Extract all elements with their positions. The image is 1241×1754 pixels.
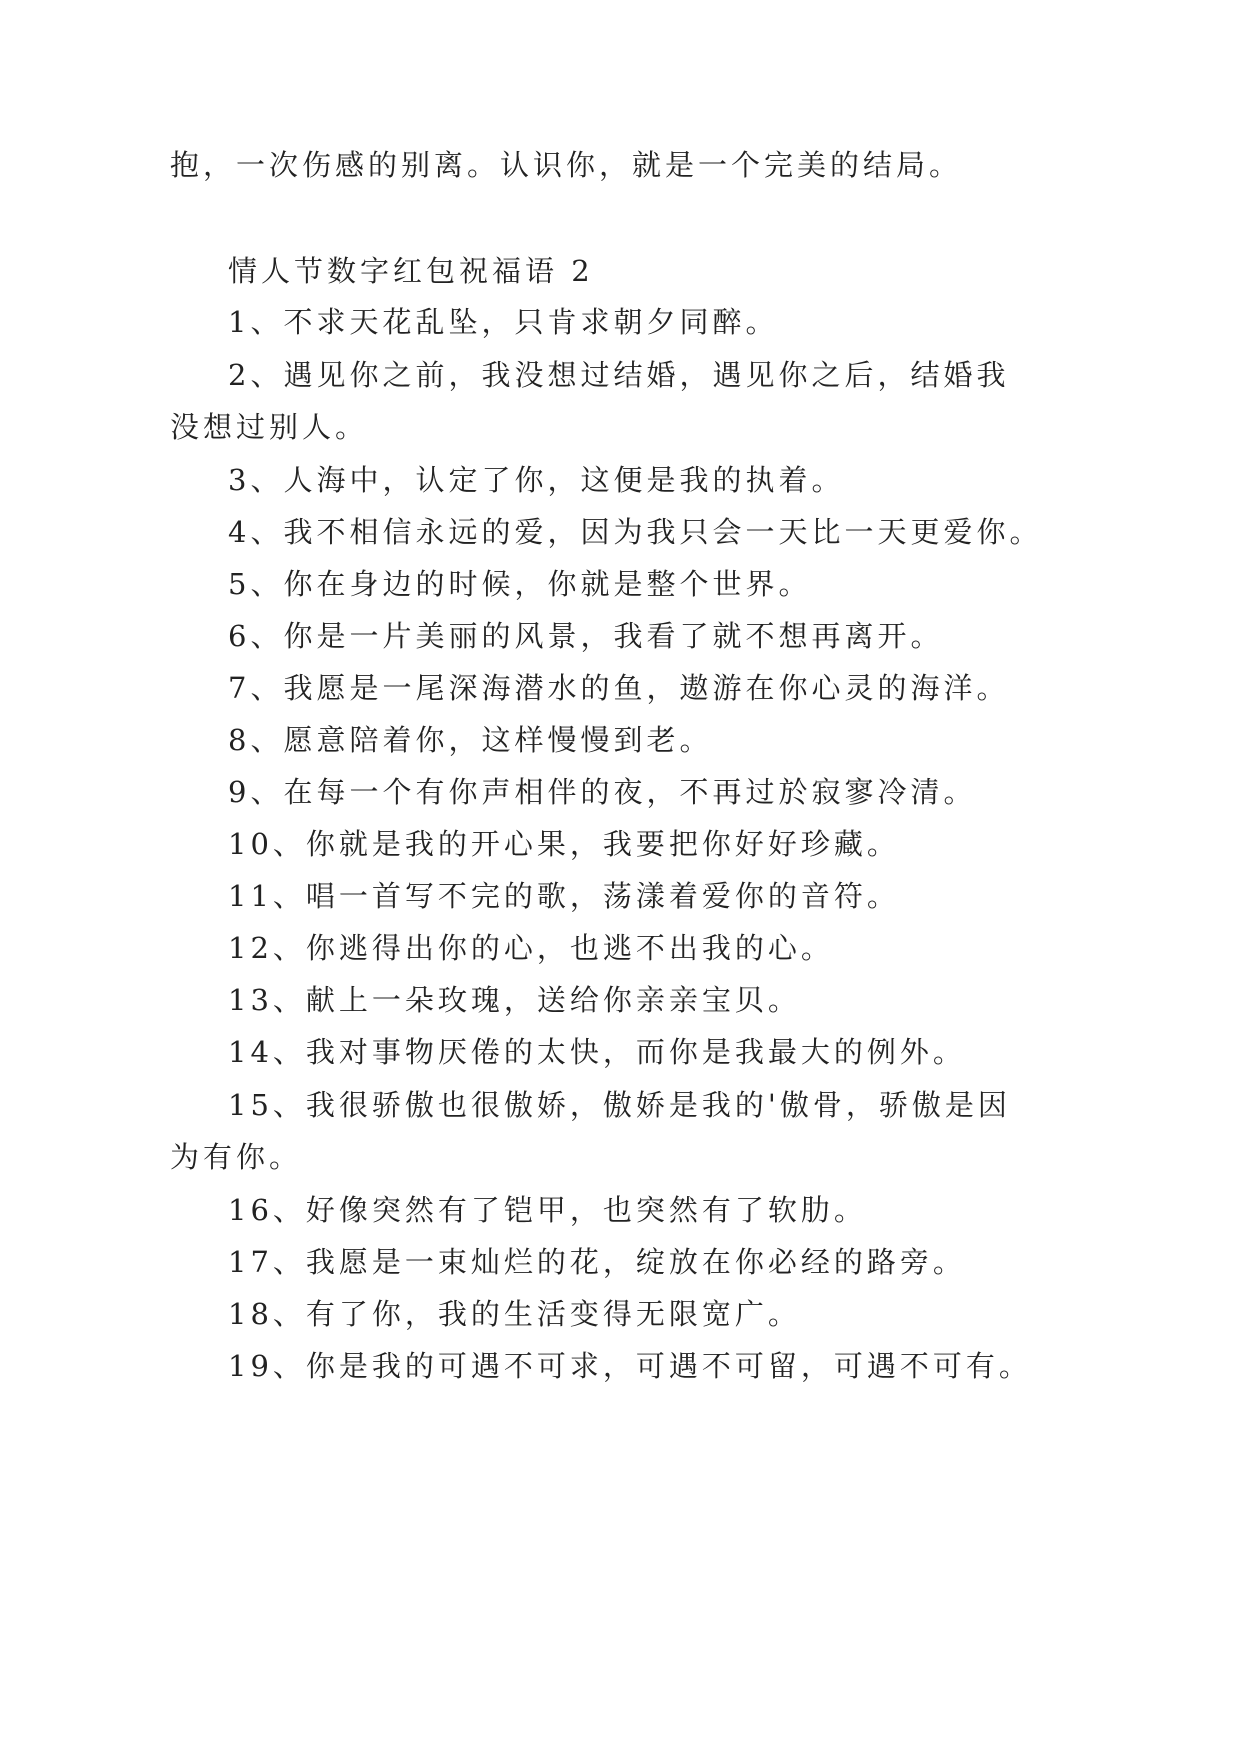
list-item-15: 15、我很骄傲也很傲娇，傲娇是我的'傲骨，骄傲是因	[228, 1088, 1011, 1122]
list-item-2-continuation: 没想过别人。	[170, 410, 369, 444]
list-item-18: 18、有了你，我的生活变得无限宽广。	[228, 1297, 801, 1331]
list-item-13: 13、献上一朵玫瑰，送给你亲亲宝贝。	[228, 983, 801, 1017]
list-item-7: 7、我愿是一尾深海潜水的鱼，遨游在你心灵的海洋。	[228, 671, 1010, 705]
list-item-11: 11、唱一首写不完的歌，荡漾着爱你的音符。	[228, 879, 900, 913]
continued-paragraph: 抱，一次伤感的别离。认识你，就是一个完美的结局。	[170, 148, 963, 182]
list-item-16: 16、好像突然有了铠甲，也突然有了软肋。	[228, 1193, 867, 1227]
list-item-14: 14、我对事物厌倦的太快，而你是我最大的例外。	[228, 1035, 966, 1069]
list-item-1: 1、不求天花乱坠，只肯求朝夕同醉。	[228, 305, 779, 339]
list-item-9: 9、在每一个有你声相伴的夜，不再过於寂寥冷清。	[228, 775, 977, 809]
list-item-3: 3、人海中，认定了你，这便是我的执着。	[228, 463, 845, 497]
list-item-2: 2、遇见你之前，我没想过结婚，遇见你之后，结婚我	[228, 358, 1010, 392]
list-item-6: 6、你是一片美丽的风景，我看了就不想再离开。	[228, 619, 944, 653]
list-item-5: 5、你在身边的时候，你就是整个世界。	[228, 567, 812, 601]
list-item-12: 12、你逃得出你的心，也逃不出我的心。	[228, 931, 834, 965]
list-item-19: 19、你是我的可遇不可求，可遇不可留，可遇不可有。	[228, 1349, 1032, 1383]
list-item-4: 4、我不相信永远的爱，因为我只会一天比一天更爱你。	[228, 515, 1043, 549]
list-item-8: 8、愿意陪着你，这样慢慢到老。	[228, 723, 713, 757]
section-title: 情人节数字红包祝福语 2	[228, 254, 594, 288]
list-item-17: 17、我愿是一束灿烂的花，绽放在你必经的路旁。	[228, 1245, 966, 1279]
list-item-10: 10、你就是我的开心果，我要把你好好珍藏。	[228, 827, 900, 861]
list-item-15-continuation: 为有你。	[170, 1140, 303, 1174]
